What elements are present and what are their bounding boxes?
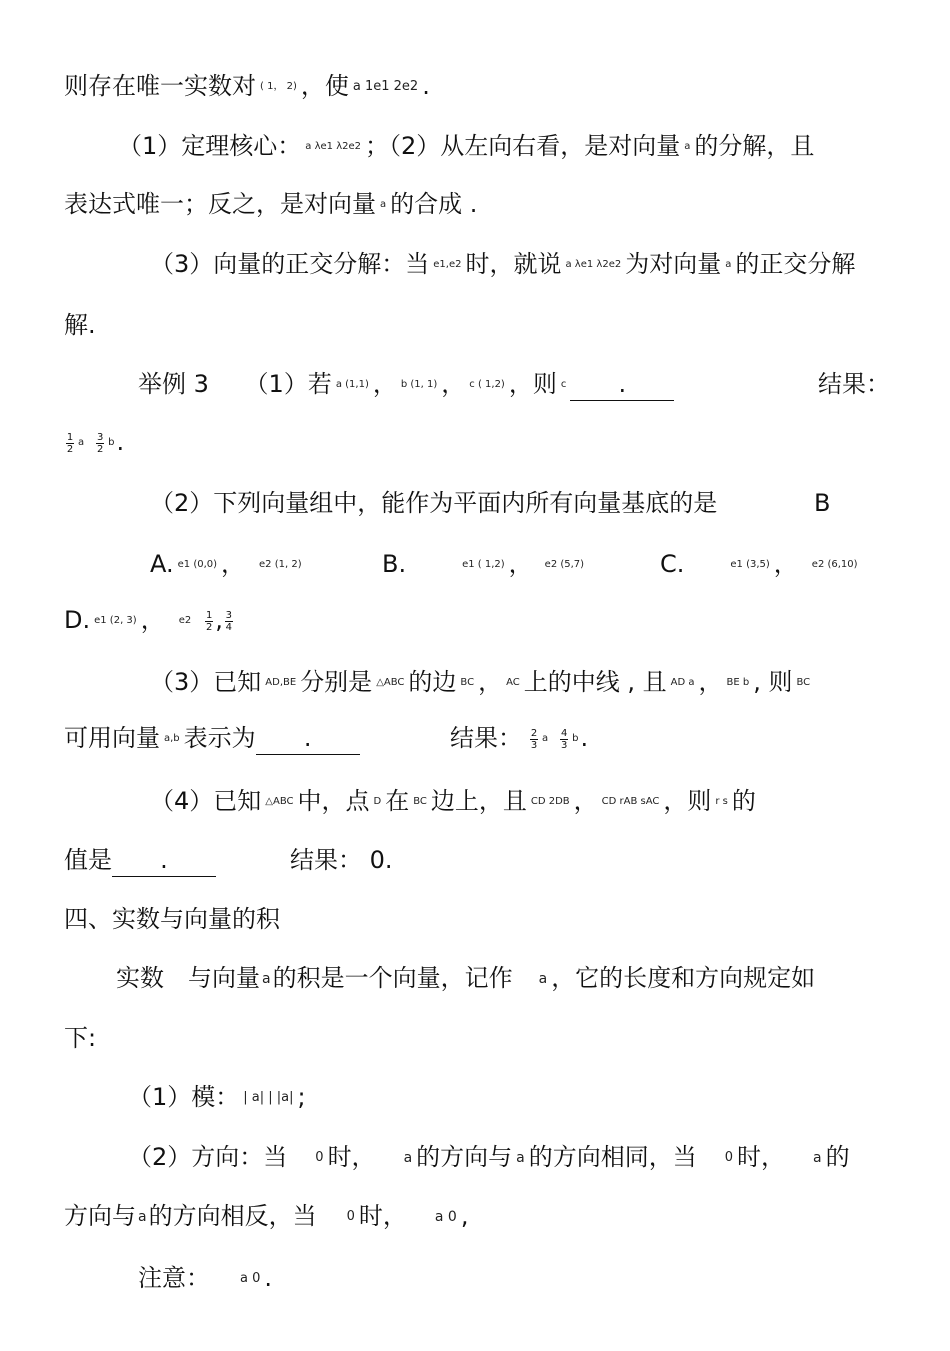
formula: a λe1 λ2e2 bbox=[305, 141, 361, 152]
text-line: 举例 3 （1）若 a (1,1) ， b (1, 1) ， c ( 1,2) ，则 c . bbox=[138, 368, 674, 401]
formula: r s bbox=[715, 796, 728, 807]
formula: a bbox=[542, 733, 549, 744]
formula: CD 2DB bbox=[530, 796, 570, 807]
text: ；（2）从左向右看，是对向量 bbox=[365, 132, 681, 160]
formula: a bbox=[78, 437, 85, 448]
formula: BC bbox=[460, 677, 475, 688]
formula: e1 (0,0) bbox=[177, 559, 218, 570]
text-line: （3）已知 AD,BE 分别是 △ABC 的边 BC ， AC 上的中线 , 且 AD a ， BE b , 则 BC bbox=[150, 666, 814, 699]
text-line: 值是 . bbox=[64, 844, 216, 877]
formula: a bbox=[516, 1150, 525, 1166]
result-label: 结果： 0. bbox=[290, 846, 393, 874]
text-line bbox=[64, 309, 96, 341]
formula: b bbox=[108, 437, 115, 448]
formula: a (1,1) bbox=[335, 379, 369, 390]
answer: B bbox=[814, 489, 831, 517]
formula: 0 bbox=[315, 1150, 324, 1165]
formula: e2 (5,7) bbox=[544, 559, 585, 570]
formula: e2 bbox=[178, 615, 192, 626]
fraction: $\frac{3}{4}$ bbox=[225, 609, 233, 633]
formula: e2 (6,10) bbox=[811, 559, 858, 570]
formula: BE b bbox=[726, 677, 750, 688]
formula: AD a bbox=[670, 677, 695, 688]
formula: BC bbox=[796, 677, 811, 688]
text-line: 实数 与向量 a的积是一个向量，记作 a ，它的长度和方向规定如 bbox=[116, 962, 815, 995]
answer-blank[interactable]: . bbox=[112, 844, 216, 877]
formula: a bbox=[813, 1150, 822, 1166]
result-label: 结果： bbox=[818, 370, 890, 398]
formula: e1 (2, 3) bbox=[94, 615, 137, 626]
formula: AD,BE bbox=[265, 677, 297, 688]
answer-blank[interactable]: . bbox=[256, 722, 360, 755]
formula: a bbox=[380, 199, 387, 210]
text: （1）定理核心： bbox=[118, 132, 302, 160]
text-line bbox=[150, 487, 717, 519]
formula: a bbox=[403, 1150, 413, 1166]
text-line: （1）模： | a| | |a| ; bbox=[128, 1081, 306, 1114]
formula: b bbox=[572, 733, 579, 744]
fraction: $\frac{3}{2}$ bbox=[96, 431, 104, 455]
text: （2）下列向量组中，能作为平面内所有向量基底的是 bbox=[150, 489, 718, 517]
text-line: （2）方向：当 0 时， a 的方向与 a 的方向相同，当 0 时， a 的 bbox=[128, 1141, 850, 1174]
formula: a bbox=[138, 1209, 147, 1225]
answer-blank[interactable]: . bbox=[570, 368, 674, 401]
formula: a λe1 λ2e2 bbox=[565, 259, 622, 270]
formula: CD rAB sAC bbox=[601, 796, 660, 807]
text: 为对向量 bbox=[625, 250, 722, 278]
text-line: 方向与 a的方向相反，当 0 时， a 0 , bbox=[64, 1200, 468, 1233]
text: 表达式唯一；反之，是对向量 bbox=[64, 190, 376, 218]
formula: ( 1， 2) bbox=[260, 81, 297, 92]
option-d[interactable]: D. e1 (2, 3) ， e2 $\frac{1}{2}$ , $\frac{3}{4}$ bbox=[64, 604, 235, 637]
formula: △ABC bbox=[265, 796, 294, 807]
formula: AC bbox=[506, 677, 520, 688]
text-line: （4）已知 △ABC 中，点 D 在 BC 边上，且 CD 2DB ， CD rAB sAC ，则 r s 的 bbox=[150, 785, 756, 818]
formula: c bbox=[560, 379, 567, 390]
section-heading: 四、实数与向量的积 bbox=[64, 905, 280, 933]
formula: c ( 1,2) bbox=[469, 379, 505, 390]
formula: 0 bbox=[346, 1209, 355, 1224]
text: 的正交分解 bbox=[735, 250, 856, 278]
formula: e1,e2 bbox=[433, 259, 462, 270]
formula: BC bbox=[413, 796, 427, 807]
text-line: 结果： $\frac{2}{3}$ a $\frac{4}{3}$ b. bbox=[450, 722, 588, 755]
text-line bbox=[118, 130, 814, 163]
text-line: 注意： a 0 . bbox=[138, 1262, 272, 1295]
fraction: $\frac{1}{2}$ bbox=[66, 431, 74, 455]
formula: | a| | |a| bbox=[243, 1090, 294, 1105]
formula: a 0 bbox=[434, 1209, 457, 1225]
text-line bbox=[150, 248, 855, 281]
formula: a,b bbox=[164, 733, 180, 744]
formula: a bbox=[538, 971, 548, 987]
text: ，则 bbox=[508, 370, 557, 398]
formula: a 1e1 2e2 bbox=[352, 79, 419, 94]
formula: e1 ( 1,2) bbox=[462, 559, 505, 570]
text: ，使 bbox=[300, 72, 349, 100]
text-line: $\frac{1}{2}$ a $\frac{3}{2}$ b. bbox=[64, 426, 124, 459]
formula: e2 (1, 2) bbox=[259, 559, 302, 570]
option-a[interactable]: A. e1 (0,0) ， e2 (1, 2) bbox=[150, 548, 306, 581]
text-line: 可用向量 a,b 表示为 . bbox=[64, 722, 360, 755]
option-b[interactable]: B. e1 ( 1,2) ， e2 (5,7) bbox=[382, 548, 588, 581]
text: 的合成 . bbox=[390, 190, 478, 218]
text: 的分解，且 bbox=[694, 132, 815, 160]
formula: b (1, 1) bbox=[400, 379, 438, 390]
text: （1）若 bbox=[244, 370, 332, 398]
formula: 0 bbox=[724, 1150, 734, 1165]
formula: a bbox=[262, 971, 271, 987]
formula: e1 (3,5) bbox=[730, 559, 770, 570]
formula: D bbox=[373, 796, 382, 807]
fraction: $\frac{2}{3}$ bbox=[530, 727, 538, 751]
text: （3）向量的正交分解：当 bbox=[150, 250, 430, 278]
text: . bbox=[422, 72, 430, 100]
option-c[interactable]: C. e1 (3,5) ， e2 (6,10) bbox=[660, 548, 862, 581]
formula: △ABC bbox=[376, 677, 405, 688]
formula: a bbox=[684, 141, 691, 152]
text-line bbox=[64, 188, 477, 221]
text-line: 下: bbox=[64, 1024, 97, 1052]
example-label: 举例 3 bbox=[138, 370, 209, 398]
text-line bbox=[64, 70, 430, 103]
formula: a 0 bbox=[240, 1271, 261, 1286]
text: 时，就说 bbox=[465, 250, 562, 278]
fraction: $\frac{1}{2}$ bbox=[206, 609, 213, 633]
text: 则存在唯一实数对 bbox=[64, 72, 256, 100]
formula: a bbox=[725, 259, 732, 270]
fraction: $\frac{4}{3}$ bbox=[560, 727, 568, 751]
text: 解. bbox=[64, 311, 96, 339]
